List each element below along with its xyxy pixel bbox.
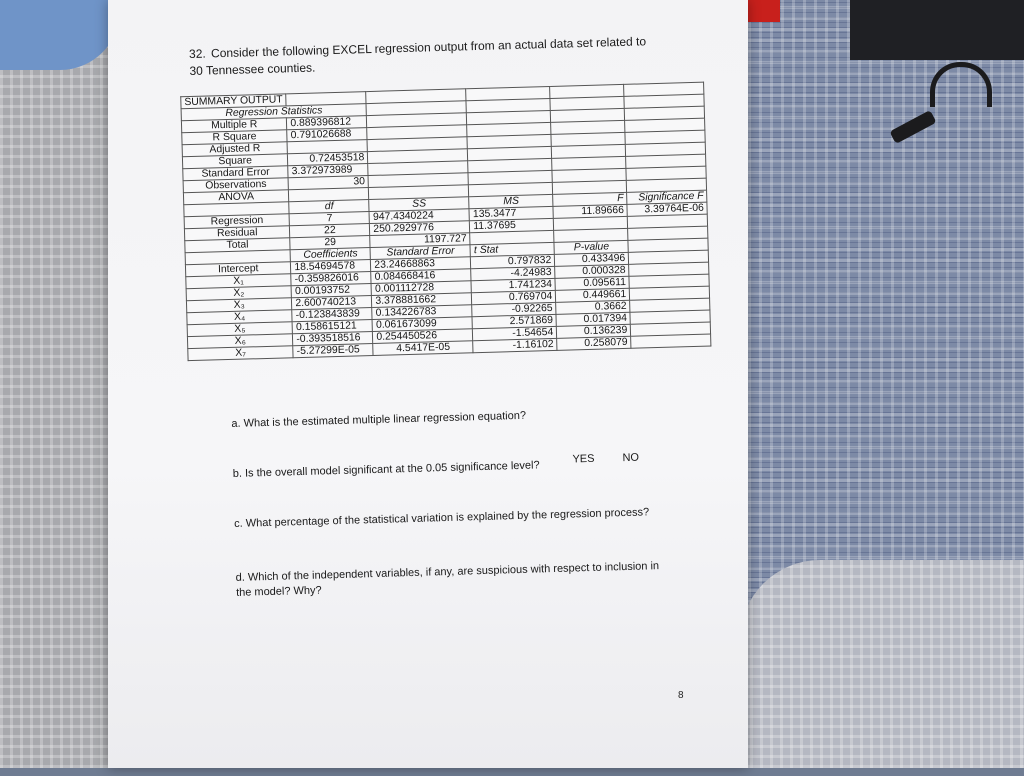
- anova-ss: 250.2929776: [370, 221, 470, 236]
- coef-se: 0.254450526: [373, 329, 473, 344]
- coef-p: 0.3662: [556, 300, 630, 314]
- coef-label: X₇: [188, 346, 294, 361]
- coef-value: -0.359826016: [291, 272, 371, 286]
- anova-header-f: F: [553, 192, 627, 206]
- anova-header-ms: MS: [469, 194, 553, 208]
- coef-t: 2.571869: [472, 314, 556, 328]
- coef-t: -4.24983: [471, 266, 555, 280]
- coef-value: 18.54694578: [291, 260, 371, 274]
- regression-output-table: [180, 82, 712, 362]
- multiple-r-label: Multiple R: [181, 118, 287, 133]
- coef-t: -1.16102: [473, 338, 557, 352]
- dark-object-corner: [850, 0, 1024, 60]
- gray-fabric-bottom: [740, 560, 1024, 768]
- question-b: b. Is the overall model significant at the 0.05 significance level?: [232, 459, 540, 480]
- std-error-value: 3.372973989: [288, 164, 368, 178]
- reg-stats-header: Regression Statistics: [181, 104, 367, 121]
- question-text-line2: 30 Tennessee counties.: [189, 60, 316, 79]
- question-d: [235, 559, 659, 601]
- anova-label: Total: [185, 238, 291, 253]
- question-header: [189, 32, 710, 81]
- multiple-r-value: 0.889396812: [287, 116, 367, 130]
- anova-ms: 135.3477: [469, 206, 553, 220]
- anova-sig: 3.39764E-06: [627, 202, 707, 216]
- anova-df: 22: [290, 224, 370, 238]
- question-d-line2: the model? Why?: [235, 584, 322, 599]
- coef-header-p: P-value: [554, 240, 628, 254]
- anova-f: 11.89666: [553, 204, 627, 218]
- coef-se: 23.24668863: [371, 257, 471, 272]
- coef-se: 0.134226783: [372, 305, 472, 320]
- anova-df: 29: [290, 236, 370, 250]
- coef-value: -5.27299E-05: [293, 343, 373, 357]
- question-text-line1: Consider the following EXCEL regression output from an actual data set related to: [210, 34, 647, 61]
- coef-p: 0.136239: [557, 324, 631, 338]
- coef-label: Intercept: [185, 262, 291, 277]
- std-error-label: Standard Error: [183, 166, 289, 181]
- coef-p: 0.449661: [556, 288, 630, 302]
- paper-sheet: [108, 0, 748, 768]
- coef-p: 0.433496: [555, 252, 629, 266]
- coef-value: -0.393518516: [293, 331, 373, 345]
- observations-value: 30: [288, 176, 368, 190]
- page-number: 8: [678, 690, 684, 701]
- coef-label: X₃: [186, 298, 292, 313]
- adj-r-label-2: Square: [182, 154, 288, 169]
- anova-ss: 947.4340224: [369, 209, 469, 224]
- question-number: 32.: [188, 46, 206, 62]
- anova-label: Regression: [184, 214, 290, 229]
- paper-content: [100, 0, 761, 776]
- anova-title: ANOVA: [183, 190, 289, 205]
- answer-yes: YES: [572, 452, 595, 466]
- coef-header-t: t Stat: [470, 242, 554, 256]
- coef-se: 4.5417E-05: [373, 341, 473, 356]
- coef-se: 3.378881662: [372, 293, 472, 308]
- coef-se: 0.001112728: [371, 281, 471, 296]
- anova-header-df: df: [289, 200, 369, 214]
- anova-df: 7: [289, 212, 369, 226]
- coef-se: 0.061673099: [372, 317, 472, 332]
- r-square-label: R Square: [182, 130, 288, 145]
- r-square-value: 0.791026688: [287, 128, 367, 142]
- coef-label: X₂: [186, 286, 292, 301]
- coef-label: X₁: [186, 274, 292, 289]
- answer-no: NO: [622, 451, 640, 465]
- observations-label: Observations: [183, 178, 289, 193]
- anova-ms: 11.37695: [470, 218, 554, 232]
- coef-p: 0.095611: [555, 276, 629, 290]
- anova-label: Residual: [184, 226, 290, 241]
- coef-value: 0.00193752: [291, 284, 371, 298]
- anova-header-ss: SS: [369, 197, 469, 212]
- adj-r-label-1: Adjusted R: [182, 142, 288, 157]
- coef-t: 0.797832: [471, 254, 555, 268]
- question-a: a. What is the estimated multiple linear regression equation?: [231, 409, 527, 430]
- coef-value: 0.158615121: [292, 320, 372, 334]
- coef-header-coef: Coefficients: [290, 248, 370, 262]
- coef-t: -0.92265: [472, 302, 556, 316]
- coef-p: 0.258079: [557, 336, 631, 350]
- coef-t: -1.54654: [473, 326, 557, 340]
- coef-label: X₆: [187, 334, 293, 349]
- coef-p: 0.000328: [555, 264, 629, 278]
- anova-header-sig: Significance F: [627, 190, 707, 204]
- adj-r-value: 0.72453518: [288, 152, 368, 166]
- summary-title: SUMMARY OUTPUT: [181, 94, 287, 109]
- coef-t: 1.741234: [471, 278, 555, 292]
- coef-p: 0.017394: [556, 312, 630, 326]
- coef-header-se: Standard Error: [370, 245, 470, 260]
- coef-t: 0.769704: [472, 290, 556, 304]
- anova-ss: 1197.727: [370, 233, 470, 248]
- coef-se: 0.084668416: [371, 269, 471, 284]
- coef-value: -0.123843839: [292, 308, 372, 322]
- question-c: c. What percentage of the statistical variation is explained by the regression process?: [234, 506, 650, 530]
- coef-label: X₅: [187, 322, 293, 337]
- question-d-line1: d. Which of the independent variables, if any, are suspicious with respect to inclusion in: [235, 560, 660, 584]
- coef-label: X₄: [187, 310, 293, 325]
- coef-value: 2.600740213: [292, 296, 372, 310]
